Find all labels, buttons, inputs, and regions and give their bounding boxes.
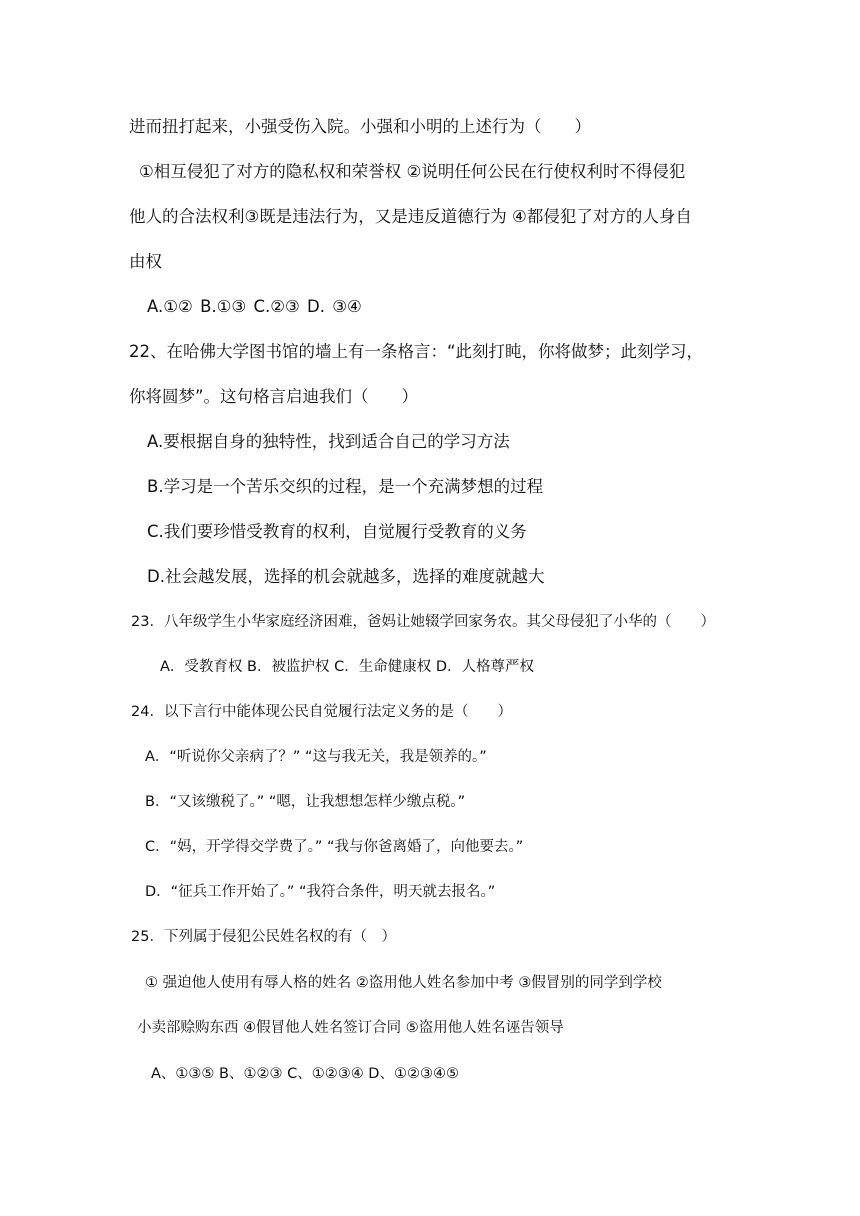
q21-statement-line-3: 由权 bbox=[129, 252, 162, 271]
q23-stem: 23．八年级学生小华家庭经济困难，爸妈让她辍学回家务农。其父母侵犯了小华的（ ） bbox=[131, 614, 715, 630]
q22-option-a: A.要根据自身的独特性，找到适合自己的学习方法 bbox=[147, 432, 510, 451]
q25-stem: 25．下列属于侵犯公民姓名权的有（ ） bbox=[131, 929, 396, 945]
q24-stem: 24．以下言行中能体现公民自觉履行法定义务的是（ ） bbox=[131, 704, 512, 720]
q25-options: A、①③⑤ B、①②③ C、①②③④ D、①②③④⑤ bbox=[151, 1066, 459, 1082]
q22-stem-line-2: 你将圆梦”。这句格言启迪我们（ ） bbox=[129, 387, 419, 406]
q24-option-b: B．“又该缴税了。” “嗯，让我想想怎样少缴点税。” bbox=[145, 794, 466, 810]
q25-statement-line-1: ① 强迫他人使用有辱人格的姓名 ②盗用他人姓名参加中考 ③假冒别的同学到学校 bbox=[145, 975, 662, 991]
q21-statement-line-1: ①相互侵犯了对方的隐私权和荣誉权 ②说明任何公民在行使权利时不得侵犯 bbox=[139, 162, 686, 181]
q21-options: A.①② B.①③ C.②③ D. ③④ bbox=[147, 297, 362, 316]
q22-option-b: B.学习是一个苦乐交织的过程，是一个充满梦想的过程 bbox=[147, 477, 544, 496]
q22-option-d: D.社会越发展，选择的机会就越多，选择的难度就越大 bbox=[147, 567, 545, 586]
q22-stem-line-1: 22、在哈佛大学图书馆的墙上有一条格言：“此刻打盹，你将做梦；此刻学习， bbox=[129, 342, 704, 361]
q24-option-a: A．“听说你父亲病了？” “这与我无关，我是领养的。” bbox=[145, 749, 487, 765]
q24-option-c: C．“妈，开学得交学费了。” “我与你爸离婚了，向他要去。” bbox=[145, 839, 524, 855]
q25-statement-line-2: 小卖部赊购东西 ④假冒他人姓名签订合同 ⑤盗用他人姓名诬告领导 bbox=[137, 1020, 564, 1036]
q24-option-d: D．“征兵工作开始了。” “我符合条件，明天就去报名。” bbox=[145, 884, 496, 900]
q21-stem-continuation: 进而扭打起来，小强受伤入院。小强和小明的上述行为（ ） bbox=[129, 117, 591, 136]
q22-option-c: C.我们要珍惜受教育的权利，自觉履行受教育的义务 bbox=[147, 522, 527, 541]
q21-statement-line-2: 他人的合法权利③既是违法行为，又是违反道德行为 ④都侵犯了对方的人身自 bbox=[129, 207, 692, 226]
q23-options: A．受教育权 B．被监护权 C．生命健康权 D．人格尊严权 bbox=[160, 659, 534, 675]
